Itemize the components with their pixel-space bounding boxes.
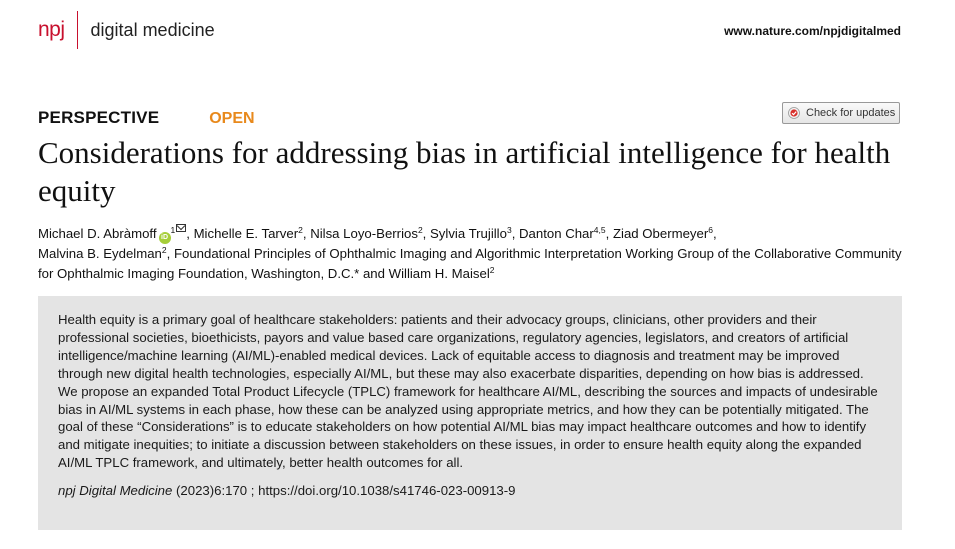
author-name[interactable]: Ziad Obermeyer [612, 226, 709, 241]
email-icon[interactable] [176, 224, 186, 232]
journal-name[interactable]: digital medicine [90, 19, 215, 40]
abstract-text: Health equity is a primary goal of healthcare stakeholders: patients and their advocacy groups, clinicians, other providers and their professional societies, bioethicists, payors and value based care organizations, regulatory agencies, legislators, and creators of artificial intelligence/machine learning (AI/ML)-enabled medical devices. Lack of equitable access to diagnosis and treatment may be improved through new digital health technologies, especially AI/ML, but these may also exacerbate disparities, depending on how bias is addressed. We propose an expanded Total Product Lifecycle (TPLC) framework for healthcare AI/ML, describing the sources and impacts of undesirable bias in AI/ML systems in each phase, how these can be analyzed using appropriate metrics, and how they can be potentially mitigated. The goal of these “Considerations” is to educate stakeholders on how potential AI/ML bias may impact healthcare outcomes and how to identify and mitigate inequities; to initiate a discussion between stakeholders on these issues, in order to ensure health equity along the expanded AI/ML TPLC framework, and ultimately, better health outcomes for all. [58, 312, 878, 471]
author-name[interactable]: William H. Maisel [388, 266, 490, 281]
author-name[interactable]: Michael D. Abràmoff [38, 226, 157, 241]
affiliation-sup[interactable]: 2 [417, 225, 423, 235]
affiliation-sup[interactable]: 6 [708, 225, 713, 235]
check-for-updates-label: Check for updates [806, 107, 896, 119]
journal-url[interactable]: www.nature.com/npjdigitalmed [724, 24, 901, 38]
affiliation-sup[interactable]: 1 [170, 225, 176, 235]
affiliation-sup[interactable]: 2 [489, 265, 495, 275]
open-access-label: OPEN [209, 110, 255, 127]
affiliation-sup[interactable]: 4,5 [593, 225, 606, 235]
author-name[interactable]: Danton Char [519, 226, 594, 241]
citation [58, 482, 884, 500]
author-name[interactable]: Sylvia Trujillo [430, 226, 507, 241]
affiliation-sup[interactable]: 3 [506, 225, 512, 235]
orcid-icon[interactable]: iD [159, 232, 171, 244]
crossmark-icon [788, 107, 800, 119]
header-divider [77, 11, 78, 49]
author-list: Michael D. Abràmoff $iD^1$ , Michelle E. Tarver$^2$, Nilsa Loyo-Berrios$^2$, Sylvia Trujillo$^3$, Danton Char$^{4,5}$, Ziad Obermeyer$^6$, Malvina B. Eydelman$^2$, Foundational Principles of Ophthalmic Imaging and Algorithmic Interpretation Working Group of the Collaborative Community for Ophthalmic Imaging Foundation, Washington, D.C.* and William H. Maisel$^2$ [38, 225, 902, 281]
article-title: Considerations for addressing bias in artificial intelligence for health equity [38, 135, 891, 208]
abstract-box [38, 296, 902, 530]
npj-logo[interactable]: npj [38, 18, 65, 41]
article-type: PERSPECTIVE [38, 108, 160, 127]
journal-header [38, 14, 215, 46]
author-name[interactable]: Michelle E. Tarver [193, 226, 299, 241]
citation-doi[interactable]: (2023)6:170 ; https://doi.org/10.1038/s41746-023-00913-9 [172, 483, 516, 499]
citation-journal: npj Digital Medicine [58, 483, 173, 499]
affiliation-sup[interactable]: 2 [298, 225, 303, 235]
affiliation-sup[interactable]: 2 [161, 245, 167, 255]
article-meta [38, 108, 255, 128]
author-name[interactable]: Nilsa Loyo-Berrios [310, 226, 418, 241]
working-group-name[interactable]: Foundational Principles of Ophthalmic Imaging and Algorithmic Interpretation Working Group of the Collaborative Community for Ophthalmic Imaging Foundation, Washington, D.C.* [38, 246, 902, 281]
check-for-updates-button[interactable] [782, 102, 900, 124]
author-name[interactable]: Malvina B. Eydelman [38, 246, 162, 261]
